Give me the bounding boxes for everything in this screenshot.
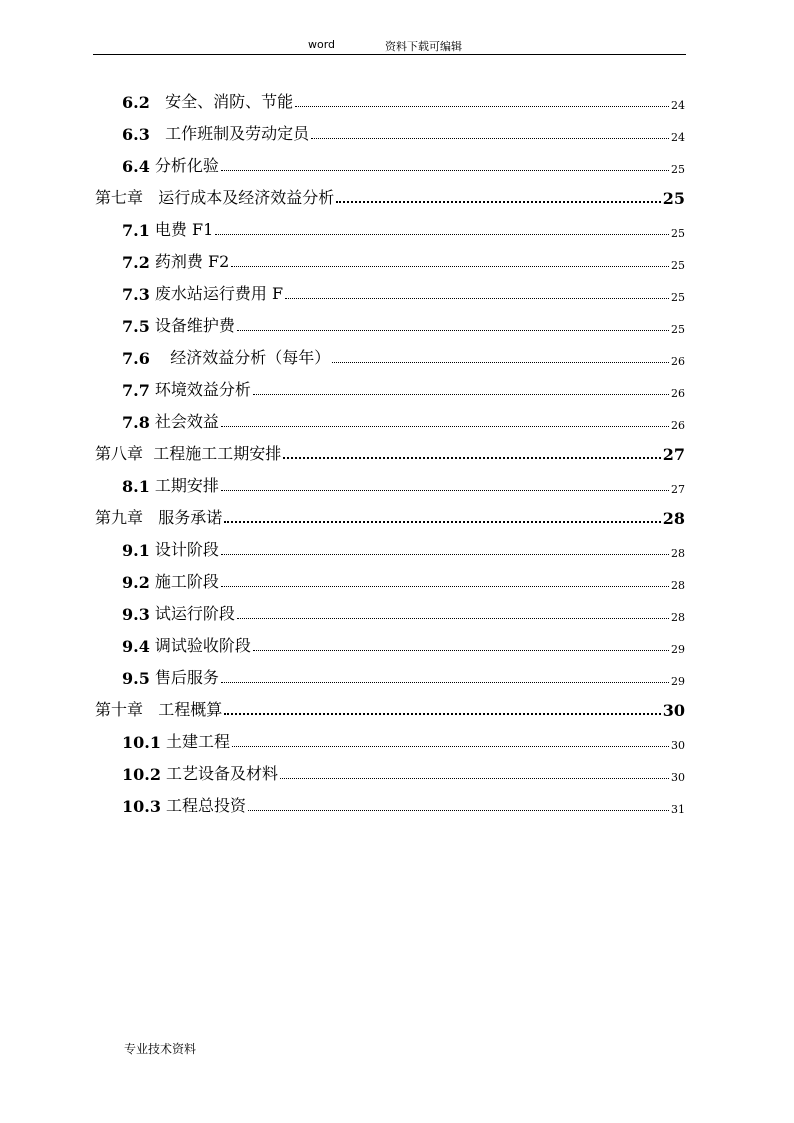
toc-dot-leader	[280, 778, 669, 779]
toc-dot-leader	[332, 362, 669, 363]
toc-page-number: 30	[671, 771, 685, 784]
toc-dot-leader	[253, 394, 669, 395]
table-of-contents	[93, 82, 685, 818]
toc-entry-title: 施工阶段	[149, 572, 219, 591]
toc-chapter-entry[interactable]	[93, 434, 685, 466]
toc-entry-title: 安全、消防、节能	[149, 92, 294, 111]
toc-entry-title: 药剂费 F2	[149, 252, 230, 271]
toc-entry-title: 调试验收阶段	[149, 636, 251, 655]
toc-entry-number: 7.5	[122, 317, 150, 336]
toc-page-number: 25	[671, 227, 685, 240]
toc-entry-title: 工艺设备及材料	[160, 764, 279, 783]
toc-entry-number: 第十章	[95, 700, 144, 719]
toc-entry-number: 6.3	[122, 125, 150, 144]
toc-entry-title: 售后服务	[149, 668, 219, 687]
toc-entry-number: 第九章	[95, 508, 144, 527]
toc-dot-leader	[283, 457, 661, 459]
toc-chapter-entry[interactable]	[93, 178, 685, 210]
toc-dot-leader	[221, 554, 669, 555]
toc-dot-leader	[221, 170, 669, 171]
toc-page-number: 28	[671, 547, 685, 560]
toc-entry-number: 7.8	[122, 413, 150, 432]
toc-page-number: 30	[671, 739, 685, 752]
toc-section-entry[interactable]	[93, 306, 685, 338]
toc-page-number: 30	[662, 701, 685, 720]
toc-entry-title: 工程概算	[143, 700, 223, 719]
toc-entry-title: 设备维护费	[149, 316, 235, 335]
toc-entry-number: 第八章	[95, 444, 144, 463]
toc-entry-number: 9.1	[122, 541, 150, 560]
toc-entry-title: 服务承诺	[143, 508, 223, 527]
toc-entry-number: 10.2	[122, 765, 161, 784]
toc-dot-leader	[231, 266, 669, 267]
toc-entry-number: 8.1	[122, 477, 150, 496]
toc-entry-title: 社会效益	[149, 412, 219, 431]
toc-page-number: 29	[671, 643, 685, 656]
toc-entry-number: 6.4	[122, 157, 150, 176]
toc-chapter-entry[interactable]	[93, 690, 685, 722]
toc-dot-leader	[285, 298, 669, 299]
toc-dot-leader	[224, 521, 660, 523]
toc-entry-number: 7.7	[122, 381, 150, 400]
toc-entry-number: 9.5	[122, 669, 150, 688]
toc-page-number: 28	[662, 509, 685, 528]
toc-page-number: 24	[671, 131, 685, 144]
toc-entry-number: 7.6	[122, 349, 150, 368]
toc-dot-leader	[221, 586, 669, 587]
toc-page-number: 27	[671, 483, 685, 496]
toc-dot-leader	[221, 490, 669, 491]
toc-entry-title: 经济效益分析（每年）	[149, 348, 331, 367]
toc-entry-title: 土建工程	[160, 732, 231, 751]
toc-entry-title: 废水站运行费用 F	[149, 284, 284, 303]
toc-dot-leader	[221, 682, 669, 683]
toc-section-entry[interactable]	[93, 626, 685, 658]
toc-page-number: 24	[671, 99, 685, 112]
header-right-text: 资料下载可编辑	[385, 40, 462, 53]
toc-page-number: 27	[662, 445, 685, 464]
toc-section-entry[interactable]	[93, 786, 685, 818]
toc-page-number: 28	[671, 579, 685, 592]
toc-dot-leader	[237, 330, 669, 331]
toc-dot-leader	[237, 618, 669, 619]
toc-page-number: 26	[671, 419, 685, 432]
toc-section-entry[interactable]	[93, 402, 685, 434]
toc-page-number: 25	[671, 259, 685, 272]
toc-page-number: 25	[671, 323, 685, 336]
toc-dot-leader	[295, 106, 669, 107]
toc-dot-leader	[311, 138, 669, 139]
toc-dot-leader	[215, 234, 669, 235]
toc-section-entry[interactable]	[93, 338, 685, 370]
toc-entry-number: 7.2	[122, 253, 150, 272]
toc-entry-title: 工作班制及劳动定员	[149, 124, 310, 143]
toc-entry-number: 7.1	[122, 221, 150, 240]
page-footer: 专业技术资料	[124, 1042, 197, 1056]
toc-entry-number: 9.2	[122, 573, 150, 592]
toc-entry-title: 工期安排	[149, 476, 219, 495]
toc-page-number: 25	[662, 189, 685, 208]
toc-section-entry[interactable]	[93, 82, 685, 114]
toc-entry-title: 设计阶段	[149, 540, 219, 559]
toc-page-number: 26	[671, 355, 685, 368]
toc-dot-leader	[336, 201, 660, 203]
toc-entry-number: 10.3	[122, 797, 161, 816]
toc-page-number: 25	[671, 163, 685, 176]
toc-dot-leader	[248, 810, 669, 811]
toc-dot-leader	[253, 650, 669, 651]
toc-section-entry[interactable]	[93, 114, 685, 146]
toc-entry-title: 工程总投资	[160, 796, 247, 815]
toc-section-entry[interactable]	[93, 242, 685, 274]
toc-entry-number: 6.2	[122, 93, 150, 112]
toc-entry-title: 环境效益分析	[149, 380, 251, 399]
toc-entry-number: 第七章	[95, 188, 144, 207]
toc-entry-title: 运行成本及经济效益分析	[143, 188, 335, 207]
toc-dot-leader	[224, 713, 660, 715]
toc-page-number: 29	[671, 675, 685, 688]
toc-dot-leader	[221, 426, 669, 427]
toc-entry-title: 电费 F1	[149, 220, 214, 239]
toc-entry-title: 工程施工工期安排	[143, 444, 282, 463]
page-header	[93, 36, 686, 55]
toc-section-entry[interactable]	[93, 274, 685, 306]
toc-section-entry[interactable]	[93, 146, 685, 178]
toc-dot-leader	[232, 746, 669, 747]
toc-section-entry[interactable]	[93, 210, 685, 242]
toc-section-entry[interactable]	[93, 658, 685, 690]
toc-section-entry[interactable]	[93, 754, 685, 786]
toc-entry-number: 10.1	[122, 733, 161, 752]
toc-entry-number: 9.4	[122, 637, 150, 656]
toc-page-number: 31	[671, 803, 685, 816]
toc-page-number: 26	[671, 387, 685, 400]
toc-section-entry[interactable]	[93, 562, 685, 594]
header-left-text: word	[308, 38, 336, 51]
toc-section-entry[interactable]	[93, 530, 685, 562]
toc-page-number: 25	[671, 291, 685, 304]
toc-entry-number: 9.3	[122, 605, 150, 624]
toc-entry-number: 7.3	[122, 285, 150, 304]
toc-section-entry[interactable]	[93, 466, 685, 498]
toc-section-entry[interactable]	[93, 370, 685, 402]
toc-chapter-entry[interactable]	[93, 498, 685, 530]
toc-page-number: 28	[671, 611, 685, 624]
toc-entry-title: 试运行阶段	[149, 604, 235, 623]
toc-entry-title: 分析化验	[149, 156, 219, 175]
toc-section-entry[interactable]	[93, 722, 685, 754]
toc-section-entry[interactable]	[93, 594, 685, 626]
